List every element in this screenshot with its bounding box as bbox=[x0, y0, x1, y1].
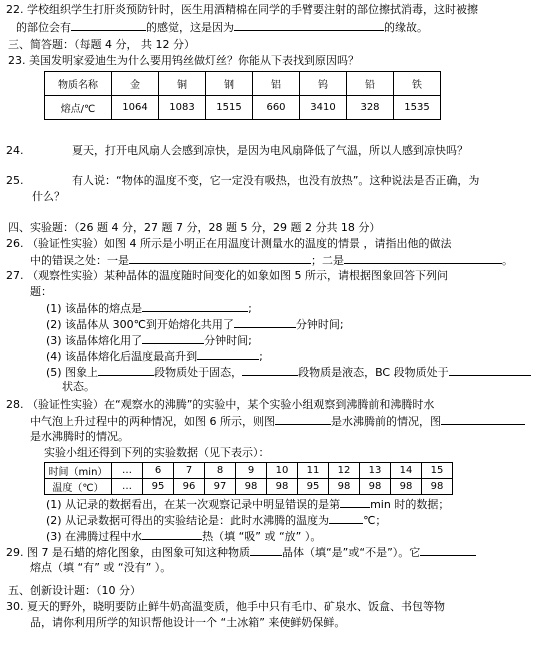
table-row bbox=[45, 479, 453, 495]
q27-sub4: (4) 该晶体熔化后温度最高升到 ; bbox=[46, 350, 263, 363]
q28-sub2-text: (2) 从记录数据可得出的实验结论是：此时水沸腾的温度为 bbox=[46, 514, 330, 527]
q30-line2: 品，请你利用所学的知识帮他设计一个 “土冰箱” 来使鲜奶保鲜。 bbox=[30, 616, 346, 629]
table-cell: … bbox=[112, 463, 143, 479]
q30-line1: 30. 夏天的野外，晓明要防止鲜牛奶高温变质，他手中只有毛巾、矿泉水、饭盒、书包等物 bbox=[6, 600, 445, 613]
q25-text: 有人说：“物体的温度不变，它一定没有吸热，也没有放热”。这种说法是否正确，为 bbox=[72, 174, 480, 187]
q27-sub3 bbox=[46, 332, 252, 348]
q28-text-2: 是水沸腾前的情况，图 bbox=[331, 415, 441, 428]
table-cell: 98 bbox=[267, 479, 298, 495]
table-row bbox=[45, 463, 453, 479]
q27-sub2-suffix: 分钟时间; bbox=[295, 318, 344, 331]
table-cell: 15 bbox=[422, 463, 453, 479]
q28-sub3-text: (3) 在沸腾过程中水 bbox=[46, 530, 143, 543]
q27-sub1-text: (1) 该晶体的熔点是 bbox=[46, 302, 143, 315]
q29-blank-1[interactable] bbox=[250, 544, 282, 556]
table-cell: 8 bbox=[205, 463, 236, 479]
table-cell: 13 bbox=[360, 463, 391, 479]
q28-line1: 28. （验证性实验）在“观察水的沸腾”的实验中，某个实验小组观察到沸腾前和沸腾时水 bbox=[6, 398, 435, 411]
section-5-title: 五、创新设计题：（10 分） bbox=[8, 584, 141, 597]
q28-text-1: 中气泡上升过程中的两种情况，如图 6 所示，则图 bbox=[30, 415, 275, 428]
table-row-header: 温度（℃） bbox=[45, 479, 112, 495]
q22-text-1: 的部位会有 bbox=[16, 21, 71, 34]
q27-sub2-text: (2) 该晶体从 300℃到开始熔化共用了 bbox=[46, 318, 234, 331]
section-4-title: 四、实验题：（26 题 4 分，27 题 7 分，28 题 5 分，29 题 2 分共 18 分） bbox=[8, 221, 381, 234]
table-row-header: 时间（min） bbox=[45, 463, 112, 479]
q26-blank-1[interactable] bbox=[129, 252, 311, 264]
table-cell: 11 bbox=[298, 463, 329, 479]
table-cell: 6 bbox=[143, 463, 174, 479]
table-cell: 328 bbox=[347, 96, 394, 120]
boiling-data-table bbox=[44, 462, 453, 495]
melting-point-table bbox=[44, 71, 441, 120]
q26-text-2: ；二是 bbox=[311, 254, 344, 267]
table-cell: 97 bbox=[205, 479, 236, 495]
q28-blank-1[interactable] bbox=[275, 413, 331, 425]
table-cell: 1083 bbox=[159, 96, 206, 120]
q27-blank-6[interactable] bbox=[242, 364, 298, 376]
table-row-header: 物质名称 bbox=[45, 72, 112, 96]
q24-text: 夏天，打开电风扇人会感到凉快，是因为电风扇降低了气温，所以人感到凉快吗？ bbox=[72, 144, 468, 157]
q27-sub1: (1) 该晶体的熔点是 ; bbox=[46, 302, 252, 315]
q27-sub5-text-2: 段物质处于固态， bbox=[154, 366, 243, 379]
q29-line2: 熔点（填 “有” 或 “没有” ）。 bbox=[30, 561, 172, 574]
table-cell: 金 bbox=[112, 72, 159, 96]
q22-blank-2[interactable] bbox=[234, 19, 384, 31]
table-cell: 98 bbox=[236, 479, 267, 495]
q28-blank-5[interactable] bbox=[142, 528, 202, 540]
q27-sub5-text-3: 段物质是液态，BC 段物质处于 bbox=[298, 366, 449, 379]
table-cell: 660 bbox=[253, 96, 300, 120]
q27-blank-5[interactable] bbox=[98, 364, 154, 376]
q22-line1: 22. 学校组织学生打肝炎预防针时，医生用酒精棉在同学的手臂要注射的部位擦拭消毒，这时被擦 bbox=[6, 3, 478, 16]
q25-line1 bbox=[6, 173, 479, 188]
q26-text-1: 中的错误之处：一是 bbox=[30, 254, 129, 267]
q28-line4: 实验小组还得到下列的实验数据（见下表示）： bbox=[44, 446, 270, 459]
q25-number: 25. bbox=[6, 174, 24, 187]
q27-line2: 题： bbox=[30, 285, 52, 298]
q27-blank-1[interactable] bbox=[142, 300, 248, 312]
table-cell: … bbox=[112, 479, 143, 495]
table-cell: 98 bbox=[422, 479, 453, 495]
q22-text-3: 的缘故。 bbox=[384, 21, 428, 34]
q29-text-2: 晶体（填“是”或“不是”）。它 bbox=[281, 546, 421, 559]
table-cell: 98 bbox=[391, 479, 422, 495]
q27-sub5-text-1: (5) 图象上 bbox=[46, 366, 99, 379]
q27-line1: 27. （观察性实验）某种晶体的温度随时间变化的如象如图 5 所示，请根据图象回答下列问 bbox=[6, 269, 448, 282]
table-cell: 95 bbox=[298, 479, 329, 495]
q27-blank-3[interactable] bbox=[142, 332, 204, 344]
q25-line2: 什么？ bbox=[32, 190, 65, 203]
table-cell: 3410 bbox=[300, 96, 347, 120]
table-cell: 铜 bbox=[159, 72, 206, 96]
table-row bbox=[45, 72, 441, 96]
q24-number: 24. bbox=[6, 144, 24, 157]
table-cell: 98 bbox=[329, 479, 360, 495]
table-cell: 铅 bbox=[347, 72, 394, 96]
q28-line2 bbox=[30, 413, 525, 429]
q22-text-2: 的感觉，这是因为 bbox=[146, 21, 234, 34]
q22-line2 bbox=[16, 19, 428, 35]
q28-blank-4[interactable] bbox=[329, 512, 363, 524]
q26-text-3: 。 bbox=[502, 254, 513, 267]
q27-sub5 bbox=[46, 364, 531, 380]
table-cell: 7 bbox=[174, 463, 205, 479]
q27-blank-2[interactable] bbox=[234, 316, 296, 328]
q26-line2 bbox=[30, 252, 513, 268]
q27-sub3-text: (3) 该晶体熔化用了 bbox=[46, 334, 143, 347]
q28-sub1-text: (1) 从记录的数据看出，在某一次观察记录中明显错误的是第 bbox=[46, 498, 341, 511]
q28-sub1-suffix: min 时的数据； bbox=[370, 498, 450, 511]
table-cell: 铁 bbox=[394, 72, 441, 96]
table-cell: 12 bbox=[329, 463, 360, 479]
table-row bbox=[45, 96, 441, 120]
table-cell: 铝 bbox=[253, 72, 300, 96]
q27-blank-4[interactable] bbox=[197, 348, 259, 360]
q28-line3: 是水沸腾时的情况。 bbox=[30, 430, 129, 443]
q28-sub2-suffix: ℃； bbox=[363, 514, 387, 527]
table-cell: 10 bbox=[267, 463, 298, 479]
q27-sub4-text: (4) 该晶体熔化后温度最高升到 bbox=[46, 350, 198, 363]
table-cell: 95 bbox=[143, 479, 174, 495]
q26-blank-2[interactable] bbox=[344, 252, 502, 264]
q27-sub3-suffix: 分钟时间; bbox=[204, 334, 252, 347]
q28-sub3 bbox=[46, 528, 321, 544]
q28-sub1 bbox=[46, 496, 449, 512]
table-cell: 1535 bbox=[394, 96, 441, 120]
table-cell: 96 bbox=[174, 479, 205, 495]
q28-sub2 bbox=[46, 512, 386, 528]
q27-sub2 bbox=[46, 316, 344, 332]
table-cell: 98 bbox=[360, 479, 391, 495]
table-cell: 9 bbox=[236, 463, 267, 479]
q29-line1 bbox=[6, 544, 476, 560]
q28-blank-3[interactable] bbox=[340, 496, 370, 508]
table-row-header: 熔点/℃ bbox=[45, 96, 112, 120]
section-3-title: 三、简答题：（每题 4 分， 共 12 分） bbox=[8, 38, 195, 51]
q23-text: 23. 美国发明家爱迪生为什么要用钨丝做灯丝？你能从下表找到原因吗？ bbox=[8, 54, 359, 67]
q28-blank-2[interactable] bbox=[441, 413, 525, 425]
table-cell: 1064 bbox=[112, 96, 159, 120]
q27-blank-7[interactable] bbox=[449, 364, 531, 376]
q27-sub5-end: 状态。 bbox=[62, 380, 95, 393]
q28-sub3-suffix: 热（填 “吸” 或 “放” ）。 bbox=[202, 530, 322, 543]
table-cell: 14 bbox=[391, 463, 422, 479]
table-cell: 钢 bbox=[206, 72, 253, 96]
q22-blank-1[interactable] bbox=[71, 19, 146, 31]
q29-blank-2[interactable] bbox=[420, 544, 476, 556]
q24-line bbox=[6, 143, 468, 158]
q29-text-1: 29. 图 7 是石蜡的熔化图象，由图象可知这种物质 bbox=[6, 546, 250, 559]
table-cell: 钨 bbox=[300, 72, 347, 96]
table-cell: 1515 bbox=[206, 96, 253, 120]
q26-line1: 26. （验证性实验）如图 4 所示是小明正在用温度计测量水的温度的情景 ，请指出他的做法 bbox=[6, 237, 452, 250]
